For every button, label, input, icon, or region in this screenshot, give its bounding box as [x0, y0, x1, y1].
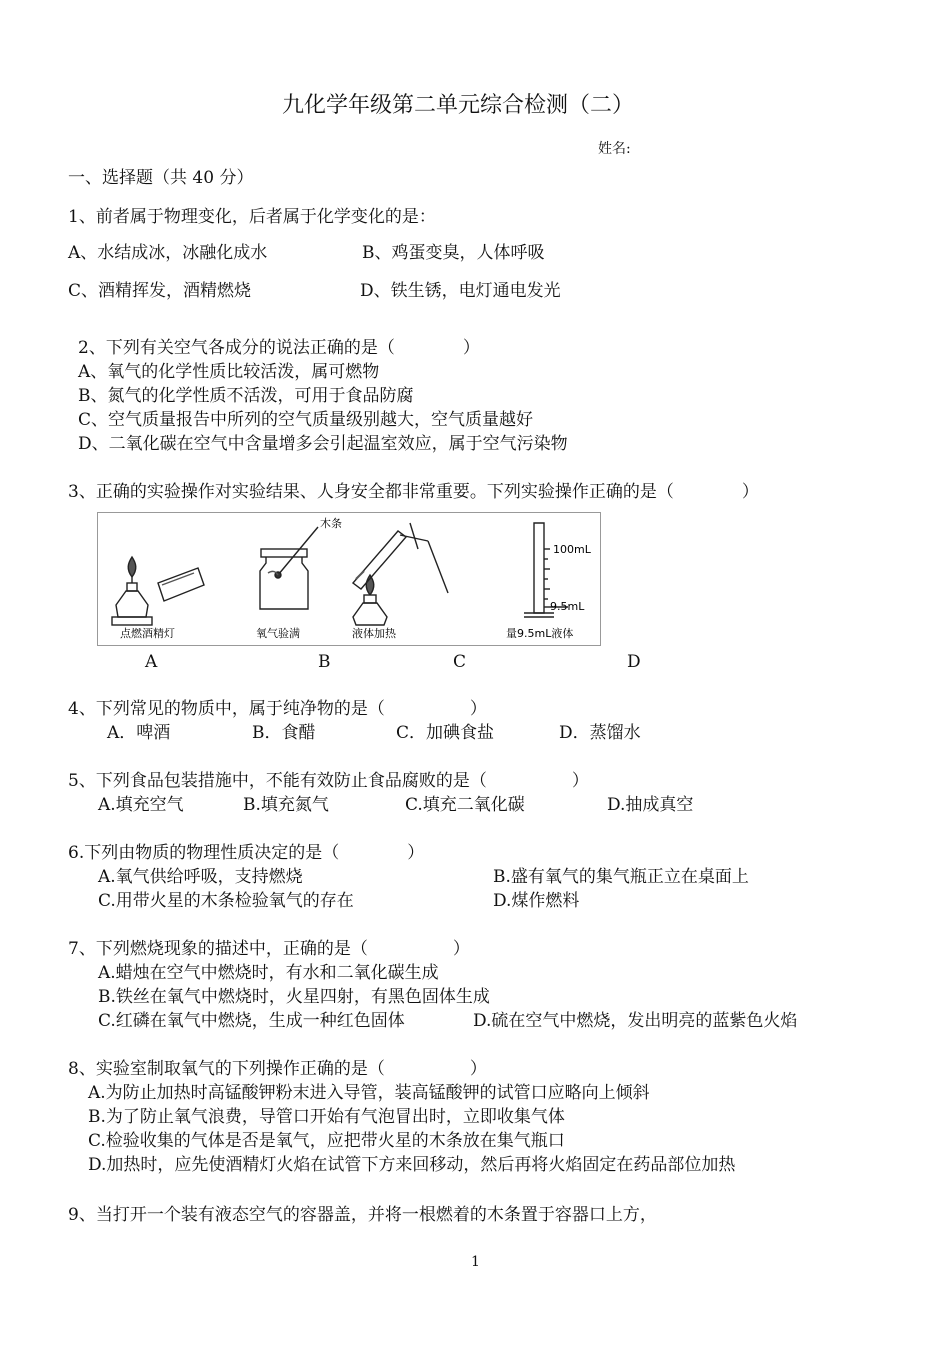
option-a: A.蜡烛在空气中燃烧时，有水和二氧化碳生成	[98, 963, 439, 983]
option-b: B.盛有氧气的集气瓶正立在桌面上	[493, 867, 749, 887]
lab-operations-drawing	[98, 513, 600, 645]
option-d: D、铁生锈，电灯通电发光	[360, 281, 561, 301]
option-c: C.填充二氧化碳	[405, 795, 525, 815]
option-a: A	[145, 652, 158, 672]
caption-b: 氧气验满	[256, 627, 300, 640]
caption-a: 点燃酒精灯	[120, 627, 175, 640]
alcohol-lamp-icon	[112, 557, 204, 625]
option-c: C．加碘食盐	[396, 723, 495, 743]
option-c: C、酒精挥发，酒精燃烧	[68, 281, 252, 301]
test-tube-heating-icon	[353, 523, 448, 625]
option-b: B.为了防止氧气浪费，导管口开始有气泡冒出时，立即收集气体	[88, 1107, 565, 1127]
option-c: C.红磷在氧气中燃烧，生成一种红色固体	[98, 1011, 405, 1031]
option-d: D.煤作燃料	[493, 891, 580, 911]
splint-label: 木条	[320, 517, 342, 530]
option-b: B	[318, 652, 331, 672]
option-b: B．食醋	[252, 723, 316, 743]
option-a: A.为防止加热时高锰酸钾粉末进入导管，装高锰酸钾的试管口应略向上倾斜	[88, 1083, 650, 1103]
option-c: C	[453, 652, 467, 672]
caption-c: 液体加热	[352, 627, 396, 640]
section-heading: 一、选择题（共 40 分）	[68, 168, 254, 188]
option-d: D	[627, 652, 641, 672]
name-label: 姓名:	[598, 141, 631, 157]
question-stem: 9、当打开一个装有液态空气的容器盖，并将一根燃着的木条置于容器口上方，	[68, 1205, 657, 1225]
caption-d: 量9.5mL液体	[506, 627, 574, 640]
option-d: D、二氧化碳在空气中含量增多会引起温室效应，属于空气污染物	[78, 434, 568, 454]
option-b: B、氮气的化学性质不活泼，可用于食品防腐	[78, 386, 414, 406]
page-number: 1	[471, 1254, 480, 1270]
question-stem: 3、正确的实验操作对实验结果、人身安全都非常重要。下列实验操作正确的是（ ）	[68, 482, 759, 502]
option-c: C、空气质量报告中所列的空气质量级别越大，空气质量越好	[78, 410, 534, 430]
option-d: D.硫在空气中燃烧，发出明亮的蓝紫色火焰	[473, 1011, 798, 1031]
option-d: D.抽成真空	[607, 795, 694, 815]
option-b: B.铁丝在氧气中燃烧时，火星四射，有黑色固体生成	[98, 987, 490, 1007]
option-d: D．蒸馏水	[559, 723, 641, 743]
option-a: A.填充空气	[98, 795, 184, 815]
lab-operations-figure	[97, 512, 601, 646]
question-stem: 8、实验室制取氧气的下列操作正确的是（ ）	[68, 1059, 487, 1079]
cylinder-level-label: 9.5mL	[550, 600, 585, 613]
cylinder-top-label: 100mL	[553, 543, 591, 556]
question-stem: 7、下列燃烧现象的描述中，正确的是（ ）	[68, 939, 470, 959]
page-title: 九化学年级第二单元综合检测（二）	[282, 93, 635, 118]
question-stem: 5、下列食品包装措施中，不能有效防止食品腐败的是（ ）	[68, 771, 589, 791]
option-a: A.氧气供给呼吸，支持燃烧	[98, 867, 303, 887]
question-stem: 6.下列由物质的物理性质决定的是（ ）	[68, 843, 425, 863]
option-a: A、氧气的化学性质比较活泼，属可燃物	[78, 362, 380, 382]
question-stem: 1、前者属于物理变化，后者属于化学变化的是：	[68, 207, 436, 227]
option-c: C.检验收集的气体是否是氧气，应把带火星的木条放在集气瓶口	[88, 1131, 565, 1151]
option-b: B、鸡蛋变臭，人体呼吸	[362, 243, 545, 263]
option-a: A、水结成冰，冰融化成水	[68, 243, 268, 263]
option-b: B.填充氮气	[243, 795, 329, 815]
option-d: D.加热时，应先使酒精灯火焰在试管下方来回移动，然后再将火焰固定在药品部位加热	[88, 1155, 736, 1175]
option-a: A．啤酒	[107, 723, 171, 743]
question-stem: 4、下列常见的物质中，属于纯净物的是（ ）	[68, 699, 487, 719]
option-c: C.用带火星的木条检验氧气的存在	[98, 891, 354, 911]
gas-bottle-icon	[260, 527, 318, 609]
question-stem: 2、下列有关空气各成分的说法正确的是（ ）	[78, 338, 480, 358]
